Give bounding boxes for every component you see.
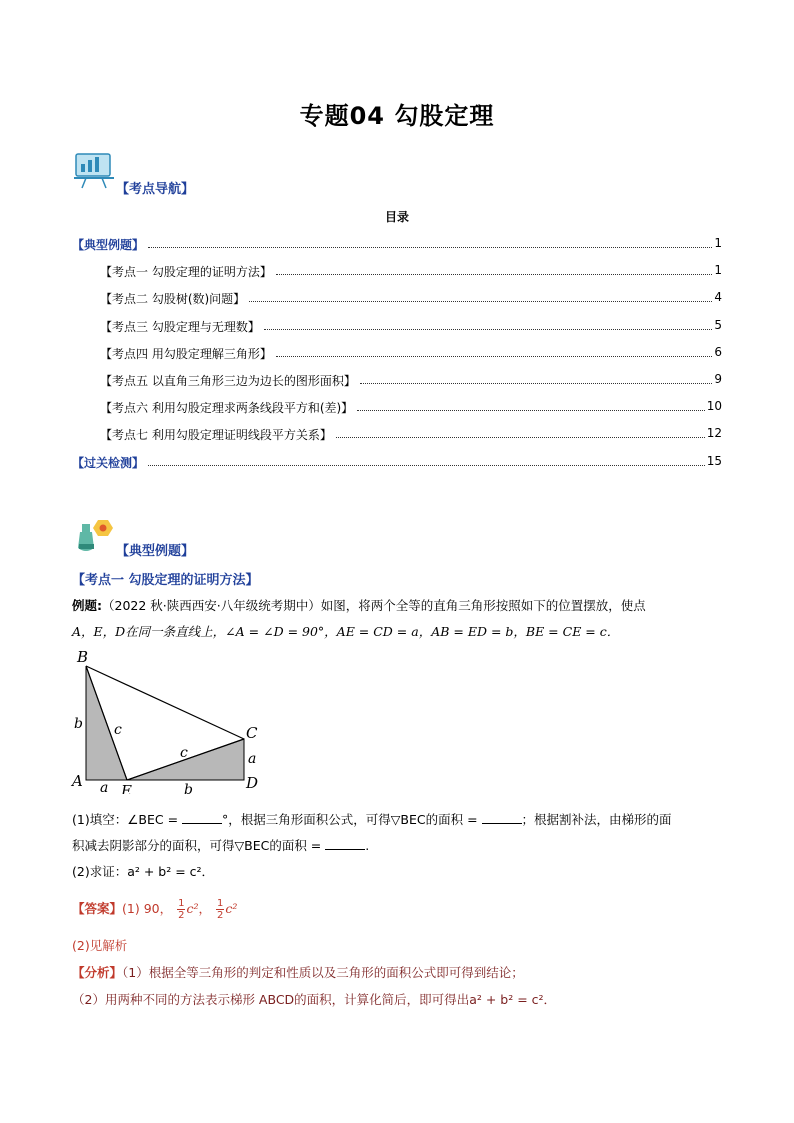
toc-leader-dots — [249, 290, 712, 302]
example-line-1 — [72, 596, 732, 616]
analysis-line-1 — [72, 963, 524, 983]
example-prefix: 例题: — [72, 598, 102, 613]
side-a-bottom: a — [100, 780, 109, 794]
toc-entry-page: 15 — [706, 453, 722, 468]
q1-part3: ；根据割补法，由梯形的面 — [521, 812, 672, 827]
toc-leader-dots — [336, 426, 705, 438]
analysis-line-2: （2）用两种不同的方法表示梯形 ABCD的面积，计算化简后，即可得出a² + b² = c²． — [72, 992, 557, 1007]
answer-blank-1[interactable] — [182, 811, 222, 824]
fraction-2-num: 1 — [216, 898, 224, 909]
q1-part2: °，根据三角形面积公式，可得▽BEC的面积 = — [222, 812, 478, 827]
question-1 — [72, 810, 732, 830]
page-title: 专题04 勾股定理 — [299, 102, 495, 130]
toc-entry-label: 【过关检测】 — [72, 455, 145, 470]
toc-entry[interactable] — [0, 236, 794, 252]
example-text-1: （2022 秋·陕西西安·八年级统考期中）如图，将两个全等的直角三角形按照如下的位置摆放，使点 — [102, 598, 646, 613]
side-c-left: c — [114, 722, 122, 738]
analysis-label: 【分析】 — [72, 965, 123, 980]
toc-leader-dots — [360, 372, 712, 384]
answer-blank-3[interactable] — [325, 837, 365, 850]
toc-leader-dots — [148, 454, 705, 466]
answer-sep: ， — [198, 901, 211, 916]
toc-entry[interactable] — [0, 345, 794, 361]
segment-BC — [86, 666, 244, 739]
toc-entry-label: 【考点一 勾股定理的证明方法】 — [100, 265, 272, 280]
fraction-1-num: 1 — [178, 898, 185, 909]
answer-c2-2: c² — [225, 901, 238, 916]
toc-entry-label: 【考点三 勾股定理与无理数】 — [100, 319, 260, 334]
flask-icon — [72, 514, 116, 554]
toc-entry[interactable] — [0, 290, 794, 306]
toc-entry[interactable] — [0, 454, 794, 470]
toc-leader-dots — [357, 399, 705, 411]
point-B: B — [77, 648, 89, 666]
topic-label: 【考点一 勾股定理的证明方法】 — [72, 573, 259, 588]
point-D: D — [246, 774, 259, 792]
answer-label: 【答案】 — [72, 901, 123, 916]
toc-entry[interactable] — [0, 372, 794, 388]
fraction-1 — [177, 898, 185, 921]
answer-blank-2[interactable] — [482, 811, 522, 824]
toc-leader-dots — [264, 318, 712, 330]
toc-entry[interactable] — [0, 399, 794, 415]
side-a-right: a — [248, 751, 257, 767]
example-line-2: A，E，D在同一条直线上，∠A = ∠D = 90°，AE = CD = a，AB = ED = b，BE = CE = c． — [72, 624, 620, 639]
toc-entry-label: 【考点七 利用勾股定理证明线段平方关系】 — [100, 428, 332, 443]
point-E: E — [121, 782, 132, 794]
toc-heading: 目录 — [384, 210, 409, 224]
section-label: 【典型例题】 — [116, 544, 195, 559]
toc-entry-page: 6 — [714, 344, 722, 359]
q1-part4: 积减去阴影部分的面积，可得▽BEC的面积 = — [72, 838, 322, 853]
side-b-bottom: b — [184, 782, 193, 794]
presentation-icon — [72, 150, 116, 190]
toc-entry-label: 【考点二 勾股树(数)问题】 — [100, 292, 246, 307]
answer-text: (1) 90， — [122, 901, 173, 916]
toc-entry-page: 4 — [714, 290, 722, 305]
fraction-1-den: 2 — [178, 910, 185, 921]
toc-entry-label: 【考点六 利用勾股定理求两条线段平方和(差)】 — [100, 401, 354, 416]
fraction-2 — [216, 898, 224, 921]
q1-part1: (1)填空：∠BEC = — [72, 812, 179, 827]
answer-part2: (2)见解析 — [72, 938, 128, 953]
point-A: A — [72, 772, 83, 790]
point-C: C — [246, 724, 258, 742]
toc-entry-page: 5 — [714, 317, 722, 332]
answer-line — [72, 898, 237, 921]
question-1-cont — [72, 836, 732, 856]
nav-label: 【考点导航】 — [116, 182, 195, 197]
side-b-left: b — [74, 716, 83, 732]
toc-leader-dots — [148, 236, 712, 248]
toc-entry-page: 10 — [706, 399, 722, 414]
analysis-text-1: （1）根据全等三角形的判定和性质以及三角形的面积公式即可得到结论； — [122, 965, 524, 980]
question-2: (2)求证：a² + b² = c²． — [72, 864, 215, 879]
side-c-mid: c — [180, 745, 188, 761]
answer-c2-1: c² — [186, 901, 199, 916]
trapezoid-figure — [66, 646, 276, 794]
toc-entry-page: 12 — [706, 426, 722, 441]
toc-entry-page: 1 — [714, 263, 722, 278]
toc-entry-label: 【考点五 以直角三角形三边为边长的图形面积】 — [100, 374, 356, 388]
toc-leader-dots — [276, 345, 712, 357]
toc-entry-label: 【考点四 用勾股定理解三角形】 — [100, 346, 272, 361]
fraction-2-den: 2 — [216, 910, 224, 921]
toc-leader-dots — [276, 263, 712, 275]
toc-entry[interactable] — [0, 426, 794, 442]
toc-entry-page: 1 — [714, 236, 722, 250]
toc-entry[interactable] — [0, 318, 794, 334]
toc-entry[interactable] — [0, 263, 794, 279]
toc-entry-label: 【典型例题】 — [72, 238, 145, 252]
toc-entry-page: 9 — [714, 372, 722, 386]
q1-part5: . — [365, 838, 370, 853]
